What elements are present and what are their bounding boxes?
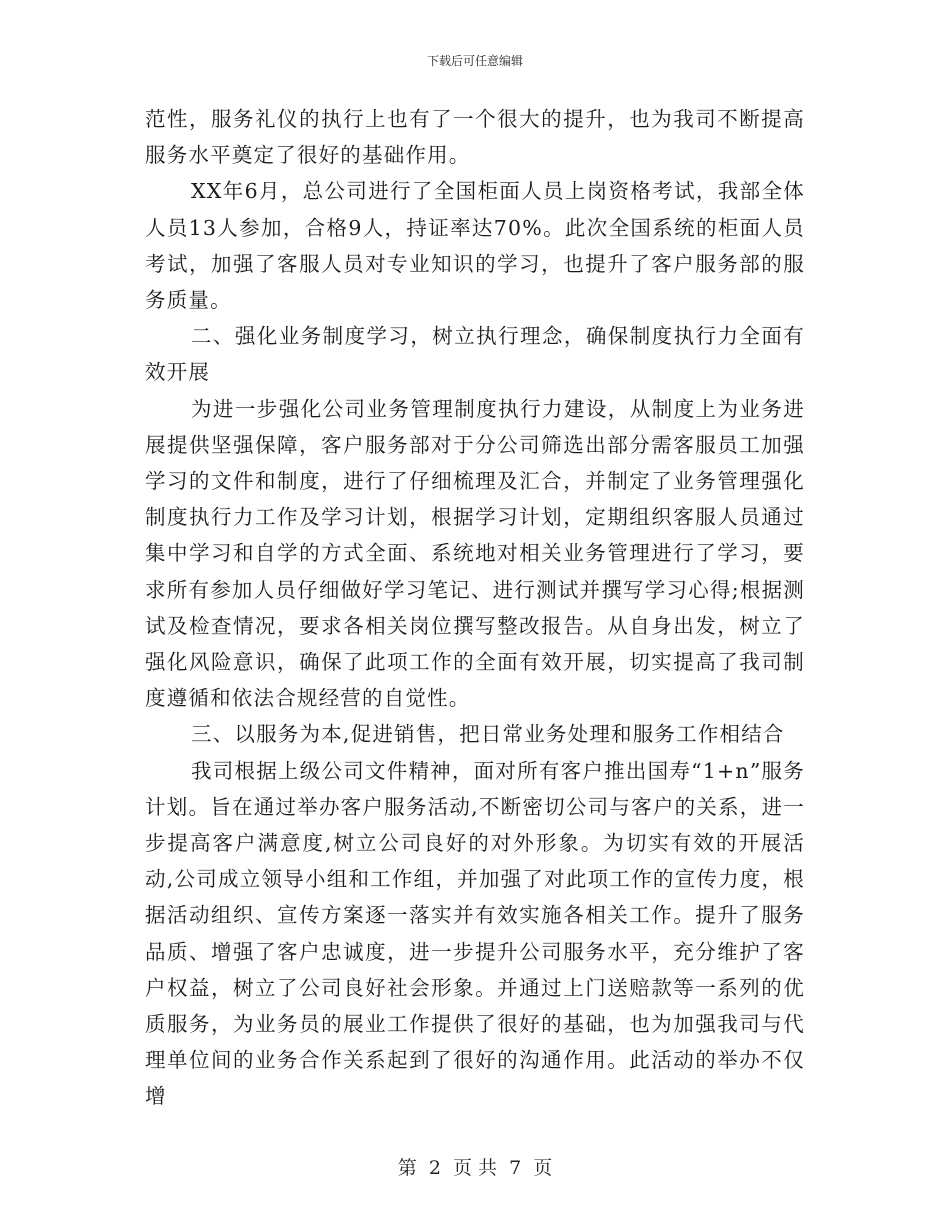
footer-prefix: 第 [397,1157,417,1179]
section-heading-3: 三、以服务为本,促进销售，把日常业务处理和服务工作相结合 [191,722,785,747]
document-body [145,101,805,1115]
paragraph-exam: XX年6月，总公司进行了全国柜面人员上岗资格考试，我部全体人员13人参加，合格9人，持证率达70%。此次全国系统的柜面人员考试，加强了客服人员对专业知识的学习，也提升了客户服务部的服务质量。 [145,179,805,313]
section-heading-2: 二、强化业务制度学习，树立执行理念，确保制度执行力全面有效开展 [145,324,805,385]
paragraph-continuation: 范性，服务礼仪的执行上也有了一个很大的提升，也为我司不断提高服务水平奠定了很好的基础作用。 [145,107,805,168]
footer-suffix: 页 [533,1157,553,1179]
paragraph-service-plan: 我司根据上级公司文件精神，面对所有客户推出国寿“1+n”服务计划。旨在通过举办客户服务活动,不断密切公司与客户的关系，进一步提高客户满意度,树立公司良好的对外形象。为切实有效的开展活动,公司成立领导小组和工作组，并加强了对此项工作的宣传力度，根据活动组织、宣传方案逐一落实并有效实施各相关工作。提升了服务品质、增强了客户忠诚度，进一步提升公司服务水平，充分维护了客户权益，树立了公司良好社会形象。并通过上门送赔款等一系列的优质服务，为业务员的展业工作提供了很好的基础，也为加强我司与代理单位间的业务合作关系起到了很好的沟通作用。此活动的举办不仅增 [145,758,805,1109]
page-footer [0,1153,950,1180]
page-header: 下载后可任意编辑 [426,54,523,68]
footer-total-pages: 7 [509,1157,522,1179]
footer-middle: 页 共 [452,1157,498,1179]
paragraph-system-study: 为进一步强化公司业务管理制度执行力建设，从制度上为业务进展提供坚强保障，客户服务部对于分公司筛选出部分需客服员工加强学习的文件和制度，进行了仔细梳理及汇合，并制定了业务管理强化制度执行力工作及学习计划，根据学习计划，定期组织客服人员通过集中学习和自学的方式全面、系统地对相关业务管理进行了学习，要求所有参加人员仔细做好学习笔记、进行测试并撰写学习心得;根据测试及检查情况，要求各相关岗位撰写整改报告。从自身出发，树立了强化风险意识，确保了此项工作的全面有效开展，切实提高了我司制度遵循和依法合规经营的自觉性。 [145,396,805,711]
footer-page-number: 2 [428,1157,441,1179]
